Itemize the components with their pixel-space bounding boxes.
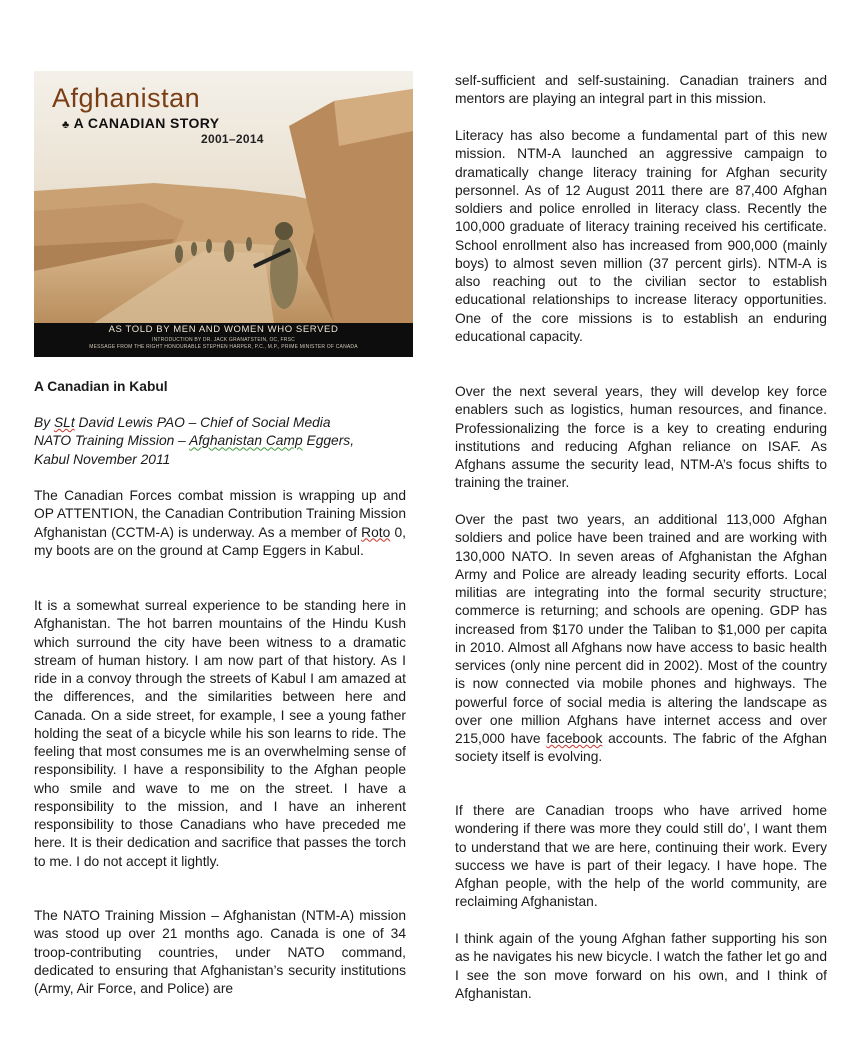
right-paragraph-4 bbox=[455, 511, 827, 767]
right-paragraph-4-text-a: Over the past two years, an additional 113,000 Afghan soldiers and police have been trained and are working with 130,000 NATO. In seven areas of Afghanistan the Afghan Army and Police are already leading security efforts. Local militias are integrating into the formal security structure; commerce is returning; and schools are opening. GDP has increased from $170 under the Taliban to $1,000 per capita in 2010. Almost all Afghans now have access to basic health services (only nine percent did in 2002). Most of the country is now connected via mobile phones and highways. The powerful force of social media is altering the landscape as over one million Afghans have internet access and over 215,000 have bbox=[455, 512, 827, 746]
byline-date: Kabul November 2011 bbox=[34, 451, 171, 467]
maple-leaf-icon: ♣ bbox=[62, 119, 70, 131]
right-paragraph-1: self-sufficient and self-sustaining. Canadian trainers and mentors are playing an integral part in this mission. bbox=[455, 73, 827, 107]
byline-prefix: By bbox=[34, 415, 54, 430]
book-cover-image bbox=[34, 71, 413, 357]
right-paragraph-3: Over the next several years, they will develop key force enablers such as logistics, human resources, and finance. Professionalizing the force is a key to creating enduring institutions and reducing Afghan reliance on ISAF. As Afghans assume the security lead, NTM-A’s focus shifts to training the trainer. bbox=[455, 384, 827, 491]
byline-location: Afghanistan Camp bbox=[189, 433, 303, 449]
article-byline bbox=[34, 414, 414, 469]
byline-mission: NATO Training Mission – bbox=[34, 433, 190, 449]
right-paragraph-4-facebook: facebook bbox=[546, 731, 603, 746]
byline-rank: SLt bbox=[53, 415, 75, 430]
right-paragraph-2: Literacy has also become a fundamental part of this new mission. NTM-A launched an aggressive campaign to dramatically change literacy training for Afghan security personnel. As of 12 August 2011 there are 87,400 Afghan soldiers and police enrolled in literacy class. Recently the 100,000 graduate of literacy training received his certificate. School enrollment also has increased from 900,000 (mainly boys) to almost seven million (37 percent girls). NTM-A is also reaching out to the civilian sector to establish educational relationships to increase literacy opportunities. One of the core missions is to establish an enduring educational capacity. bbox=[455, 128, 827, 344]
byline-camp: Eggers, bbox=[302, 433, 355, 449]
left-paragraph-1-text-a: The Canadian Forces combat mission is wrapping up and OP ATTENTION, the Canadian Contribution Training Mission Afghanistan (CCTM-A) is underway. As a member of bbox=[34, 488, 406, 540]
article-title: A Canadian in Kabul bbox=[34, 379, 168, 394]
right-paragraph-5: If there are Canadian troops who have arrived home wondering if there was more they could still do’, I want them to understand that we are here, continuing their work. Every success we have is part of their legacy. I have hope. The Afghan people, with the help of the world community, are reclaiming Afghanistan. bbox=[455, 803, 827, 910]
cover-credit-intro: INTRODUCTION BY DR. JACK GRANATSTEIN, OC, FRSC bbox=[152, 337, 295, 343]
right-paragraph-6: I think again of the young Afghan father supporting his son as he navigates his new bicycle. I watch the father let go and I see the son move forward on his own, and I think of Afghanistan. bbox=[455, 931, 827, 1001]
cover-credit-message: MESSAGE FROM THE RIGHT HONOURABLE STEPHEN HARPER, P.C., M.P., PRIME MINISTER OF CANADA bbox=[89, 344, 358, 350]
cover-told-by: AS TOLD BY MEN AND WOMEN WHO SERVED bbox=[108, 324, 339, 335]
right-paragraph-4-text-c: accounts. The fabric of the Afghan society itself is evolving. bbox=[455, 731, 827, 765]
left-paragraph-2: It is a somewhat surreal experience to be standing here in Afghanistan. The hot barren mountains of the Hindu Kush which surround the city have been witness to a dramatic stream of human history. I am now part of that history. As I ride in a convoy through the streets of Kabul I am amazed at the differences, and the similarities between here and Canada. On a side street, for example, I see a young father holding the seat of a bicycle while his son learns to ride. The feeling that most consumes me is an overwhelming sense of responsibility. I have a responsibility to the Afghan people who smile and wave to me on the street. I have a responsibility to the mission, and I have an inherent responsibility to those Canadians who have preceded me here. It is their dedication and sacrifice that passes the torch to me. I do not accept it lightly. bbox=[34, 598, 406, 869]
left-paragraph-1-roto: Roto bbox=[361, 524, 391, 540]
left-paragraph-3: The NATO Training Mission – Afghanistan (NTM-A) mission was stood up over 21 months ago. Canada is one of 34 troop-contributing countries, under NATO command, dedicated to ensuring that Afghanistan’s security institutions (Army, Air Force, and Police) are bbox=[34, 908, 406, 996]
left-paragraph-1-text-c: 0, my boots are on the ground at Camp Eggers in Kabul. bbox=[34, 524, 406, 558]
left-paragraph-1 bbox=[34, 487, 406, 560]
cover-subtitle-text: A CANADIAN STORY bbox=[73, 115, 220, 131]
cover-subtitle bbox=[62, 115, 220, 131]
cover-years: 2001–2014 bbox=[201, 132, 264, 146]
byline-author: David Lewis PAO – Chief of Social Media bbox=[74, 415, 331, 430]
cover-title: Afghanistan bbox=[52, 83, 201, 113]
